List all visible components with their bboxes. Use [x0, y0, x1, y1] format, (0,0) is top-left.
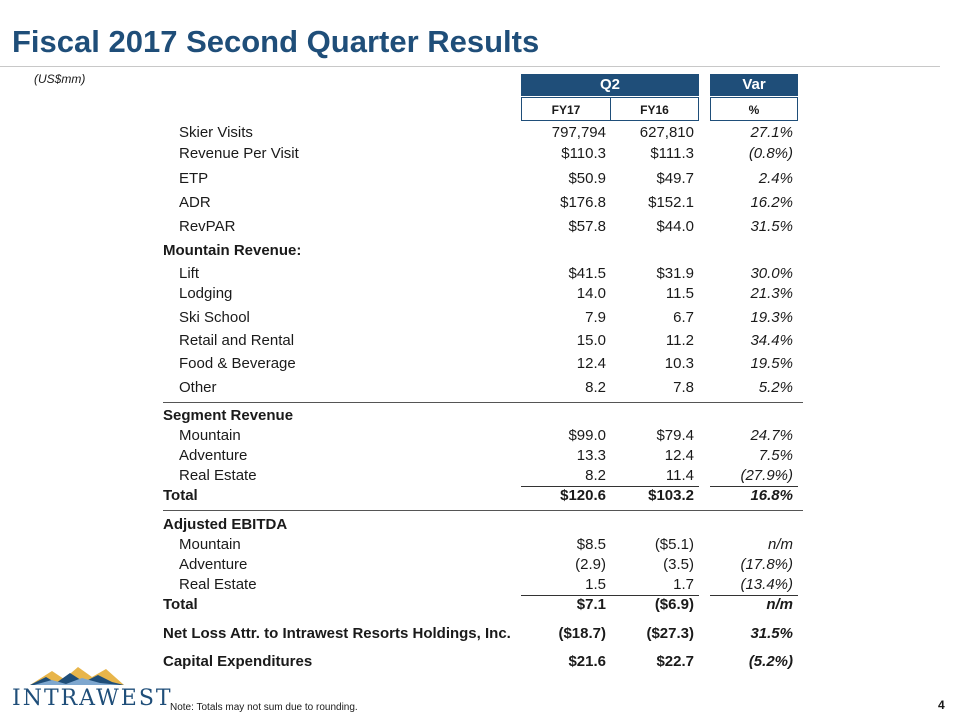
- table-row: [163, 575, 803, 595]
- section-divider: [163, 402, 803, 403]
- var-value: (0.8%): [748, 145, 793, 162]
- table-row: [163, 354, 803, 374]
- table-row: [163, 378, 803, 398]
- row-label: Lodging: [179, 285, 233, 302]
- row-label: ADR: [179, 194, 211, 211]
- table-row: [163, 169, 803, 189]
- table-row: [163, 217, 803, 237]
- header-fy16: FY16: [610, 97, 699, 121]
- section-divider: [163, 510, 803, 511]
- fy16-value: $44.0: [656, 218, 694, 235]
- fy16-value: (3.5): [663, 556, 694, 573]
- table-row: [163, 555, 803, 575]
- fy17-value: 1.5: [585, 576, 606, 593]
- fy17-value: ($18.7): [558, 625, 606, 642]
- row-label: Adventure: [179, 447, 248, 464]
- row-label: Revenue Per Visit: [179, 145, 299, 162]
- fy16-value: 627,810: [639, 124, 694, 141]
- table-row: [163, 426, 803, 446]
- table-row: [163, 535, 803, 555]
- fy17-value: $99.0: [568, 427, 606, 444]
- row-label: Capital Expenditures: [163, 653, 313, 670]
- section-header-row: [163, 515, 803, 535]
- header-fy17: FY17: [521, 97, 611, 121]
- fy17-value: $8.5: [576, 536, 606, 553]
- fy17-value: 14.0: [576, 285, 606, 302]
- fy16-value: 7.8: [673, 379, 694, 396]
- fy17-value: $21.6: [568, 653, 606, 670]
- fy16-value: $31.9: [656, 265, 694, 282]
- row-label: Total: [163, 487, 198, 504]
- fy17-value: $120.6: [560, 487, 606, 504]
- row-label: Lift: [179, 265, 200, 282]
- row-label: Net Loss Attr. to Intrawest Resorts Holdings, Inc.: [163, 625, 511, 642]
- section-header-row: [163, 241, 803, 261]
- fy16-value: 11.5: [665, 285, 694, 302]
- fy17-value: 15.0: [576, 332, 606, 349]
- fy16-value: $22.7: [656, 653, 694, 670]
- var-value: 30.0%: [750, 265, 793, 282]
- total-row: [163, 595, 803, 615]
- var-value: (13.4%): [740, 576, 793, 593]
- var-value: 27.1%: [750, 124, 793, 141]
- fy16-value: 11.4: [665, 467, 694, 484]
- fy16-value: 11.2: [665, 332, 694, 349]
- var-value: 31.5%: [750, 625, 793, 642]
- fy17-value: 7.9: [585, 309, 606, 326]
- row-label: Mountain: [179, 536, 241, 553]
- fy17-value: 8.2: [585, 379, 606, 396]
- fy16-value: ($5.1): [654, 536, 694, 553]
- page-title: Fiscal 2017 Second Quarter Results: [12, 24, 540, 59]
- row-label: Other: [179, 379, 217, 396]
- table-row: [163, 331, 803, 351]
- header-pct: %: [710, 97, 798, 121]
- row-label: Real Estate: [179, 576, 257, 593]
- fy16-value: $79.4: [656, 427, 694, 444]
- row-label: Retail and Rental: [179, 332, 295, 349]
- var-value: 16.2%: [750, 194, 793, 211]
- page-number: 4: [938, 698, 945, 712]
- var-value: 7.5%: [758, 447, 793, 464]
- fy17-value: 797,794: [551, 124, 606, 141]
- capex-row: [163, 652, 803, 672]
- var-value: (27.9%): [740, 467, 793, 484]
- fy16-value: 1.7: [673, 576, 694, 593]
- fy17-value: $110.3: [561, 145, 606, 162]
- header-q2: Q2: [521, 74, 699, 96]
- var-value: 31.5%: [750, 218, 793, 235]
- row-label: Real Estate: [179, 467, 257, 484]
- table-row: [163, 123, 803, 143]
- fy17-value: $7.1: [576, 596, 606, 613]
- var-value: 34.4%: [750, 332, 793, 349]
- table-row: [163, 284, 803, 304]
- row-label: Adventure: [179, 556, 248, 573]
- var-value: 5.2%: [758, 379, 793, 396]
- row-label: Ski School: [179, 309, 250, 326]
- fy16-value: ($27.3): [646, 625, 694, 642]
- fy17-value: 12.4: [576, 355, 606, 372]
- table-row: [163, 308, 803, 328]
- var-value: n/m: [767, 536, 793, 553]
- section-title: Adjusted EBITDA: [163, 516, 288, 533]
- row-label: ETP: [179, 170, 209, 187]
- fy16-value: $111.3: [650, 145, 694, 162]
- fy16-value: 12.4: [664, 447, 694, 464]
- fy17-value: 13.3: [576, 447, 606, 464]
- fy16-value: ($6.9): [654, 596, 694, 613]
- company-logo-text: INTRAWEST: [12, 686, 173, 711]
- header-var: Var: [710, 74, 798, 96]
- row-label: Mountain: [179, 427, 241, 444]
- fy17-value: 8.2: [585, 467, 606, 484]
- var-value: n/m: [766, 596, 793, 613]
- table-row: [163, 264, 803, 284]
- fy16-value: $49.7: [656, 170, 694, 187]
- total-row: [163, 486, 803, 506]
- section-title: Segment Revenue: [163, 407, 294, 424]
- table-row: [163, 466, 803, 486]
- var-value: 19.5%: [750, 355, 793, 372]
- section-title: Mountain Revenue:: [163, 242, 302, 259]
- var-value: (17.8%): [740, 556, 793, 573]
- units-label: (US$mm): [34, 72, 86, 86]
- table-row: [163, 193, 803, 213]
- footnote: Note: Totals may not sum due to rounding.: [170, 702, 358, 713]
- var-value: (5.2%): [748, 653, 793, 670]
- net-loss-row: [163, 624, 803, 644]
- fy16-value: $152.1: [648, 194, 694, 211]
- table-row: [163, 144, 803, 164]
- title-divider: [0, 66, 940, 67]
- fy17-value: $57.8: [568, 218, 606, 235]
- var-value: 16.8%: [750, 487, 793, 504]
- var-value: 21.3%: [750, 285, 793, 302]
- var-value: 19.3%: [750, 309, 793, 326]
- row-label: Food & Beverage: [179, 355, 296, 372]
- fy17-value: $50.9: [568, 170, 606, 187]
- var-value: 24.7%: [750, 427, 793, 444]
- fy16-value: 6.7: [673, 309, 694, 326]
- row-label: Skier Visits: [179, 124, 253, 141]
- fy17-value: $41.5: [568, 265, 606, 282]
- fy17-value: $176.8: [560, 194, 606, 211]
- fy16-value: $103.2: [648, 487, 694, 504]
- fy16-value: 10.3: [664, 355, 694, 372]
- row-label: RevPAR: [179, 218, 236, 235]
- row-label: Total: [163, 596, 198, 613]
- var-value: 2.4%: [758, 170, 793, 187]
- section-header-row: [163, 406, 803, 426]
- fy17-value: (2.9): [575, 556, 606, 573]
- table-row: [163, 446, 803, 466]
